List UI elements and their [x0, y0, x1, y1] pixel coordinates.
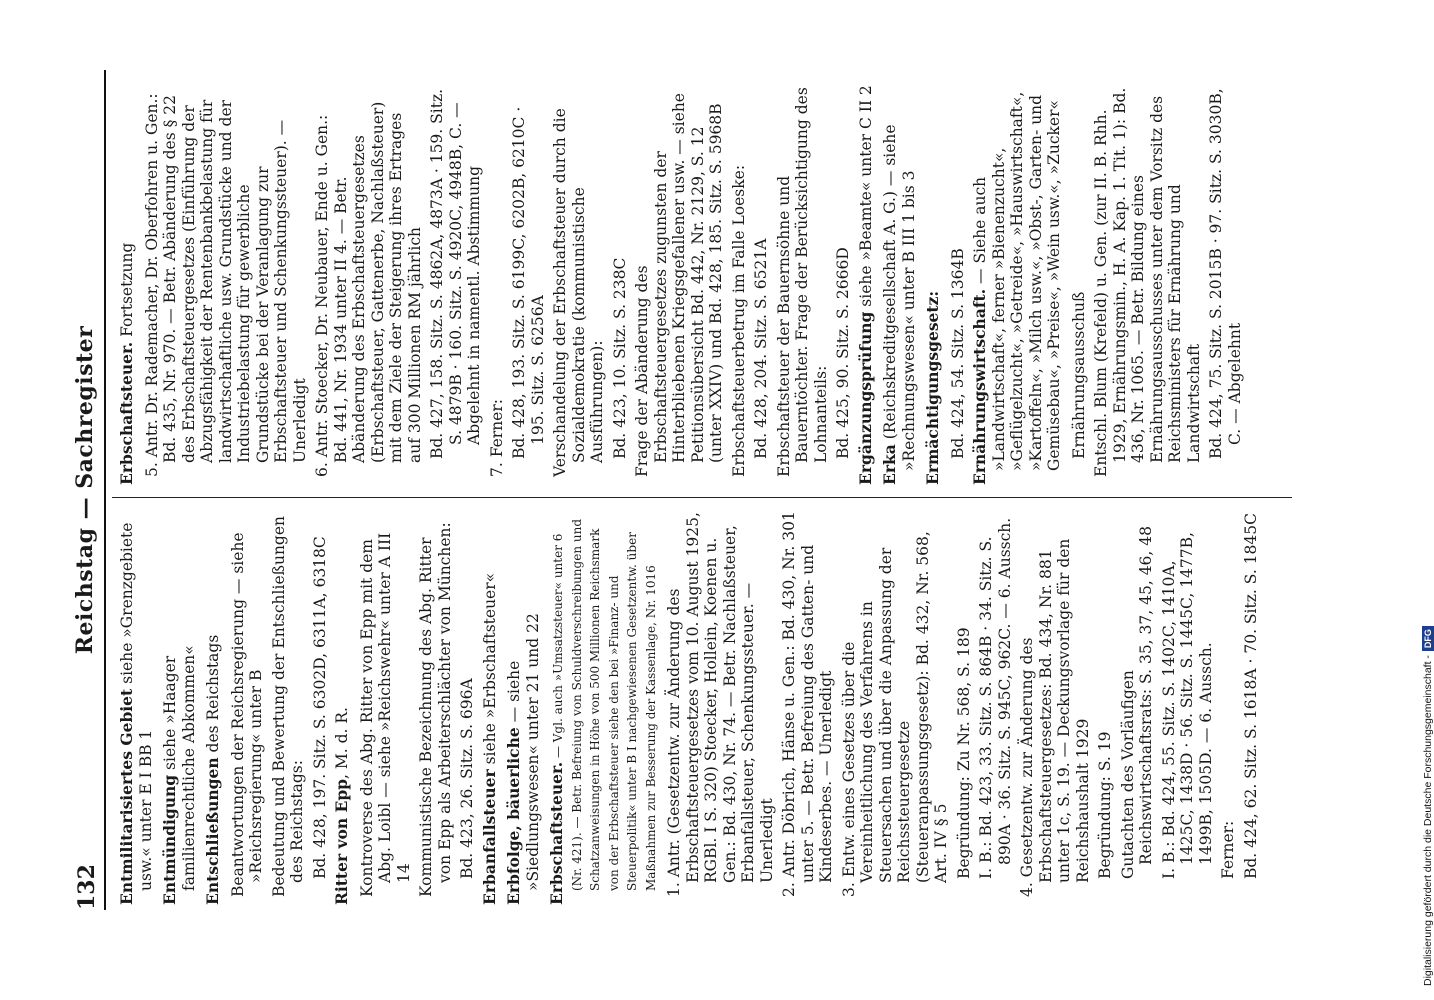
left-column	[118, 510, 1264, 905]
entry-text: siehe »Haager familienrechtliche Abkommen«	[161, 645, 198, 891]
entry-text: des Reichstags	[204, 634, 222, 758]
index-entry	[204, 510, 223, 905]
entry-headword: Entmilitarisiertes Gebiet	[117, 688, 136, 905]
index-entry	[333, 510, 352, 905]
entry-headword: Ermächtigungsgesetz:	[923, 290, 942, 485]
page-header	[70, 70, 106, 910]
entry-headword: Entmündigung	[160, 774, 179, 905]
index-subentry: Kommunistische Bezeichnung des Abg. Ritter von Epp als Arbeiterschlächter von München:	[417, 522, 454, 897]
index-subentry: Kontroverse des Abg. Ritter von Epp mit dem Abg. Loibl — siehe »Reichswehr« unter A III 14	[357, 532, 413, 897]
digitization-credit	[1406, 6, 1434, 996]
index-subentry: Bd. 428, 204. Sitz. S. 6521A	[752, 238, 770, 459]
entry-text: — Vgl. auch »Umsatzsteuer« unter 6 (Nr. 421). — Betr. Befreiung von Schuldverschreibungen und Schatzanweisungen in Höhe von 500 Millionen Reichsmark von der Erbschaftsteuer siehe den bei »Finanz- und Steuerpolitik« unter B I nachgewiesenen Gesetzentw. über Maßnahmen zur Besserung der Kassenlage, Nr. 1016	[551, 518, 658, 891]
index-subentry: Bd. 423, 26. Sitz. S. 696A	[458, 678, 476, 879]
index-subentry: Erbschaftsteuerbetrug im Falle Loeske:	[729, 164, 748, 477]
index-entry	[881, 85, 918, 485]
entry-text: , M. d. R.	[333, 707, 351, 779]
right-column	[118, 85, 1248, 485]
index-entry	[857, 85, 876, 485]
index-subentry: Gutachten des Vorläufigen Reichswirtschaftsrats: S. 35, 37, 45, 46, 48	[1118, 526, 1155, 879]
index-subentry: Begründung: Zu Nr. 568, S. 189	[954, 627, 973, 879]
index-subentry: Ferner:	[1219, 820, 1237, 879]
entry-text: (Reichskreditgesellschaft A. G.) — siehe »Rechnungswesen« unter B III 1 bis 3	[881, 124, 918, 471]
index-entry	[505, 510, 542, 905]
index-subentry: 5. Antr. Dr. Rademacher, Dr. Oberfohren u. Gen.: Bd. 435, Nr. 970. — Betr. Abänderung des § 22 des Erbschaftsteuergesetzes (Einführung der Abzugsfähigkeit der Rentenbankbelastung für landwirtschaftliche usw. Grundstücke und der Industriebelastung für gewerbliche Grundstücke bei der Veranlagung zur Erbschaftsteuer und Schenkungssteuer). — Unerledigt	[142, 93, 309, 477]
entry-headword: Erbschaftsteuer.	[547, 761, 566, 905]
index-entry	[118, 510, 155, 905]
index-subentry: Begründung: S. 19	[1096, 731, 1114, 879]
index-subentry: Bd. 424, 75. Sitz. S. 2015B · 97. Sitz. S. 3030B, C. — Abgelehnt	[1207, 88, 1244, 459]
index-subentry: Bd. 427, 158. Sitz. S. 4862A, 4873A · 159. Sitz. S. 4879B · 160. Sitz. S. 4920C, 4948B, C. — Abgelehnt in namentl. Abstimmung	[428, 88, 483, 459]
index-subentry: Bd. 428, 197. Sitz. S. 6302D, 6311A, 6318C	[310, 536, 329, 879]
entry-headword: Erbschaftsteuer.	[117, 341, 136, 485]
entry-headword: Ergänzungsprüfung	[855, 311, 875, 485]
index-subentry: Beantwortungen der Reichsregierung — siehe »Reichsregierung« unter B	[228, 532, 265, 897]
running-head: Reichstag — Sachregister	[72, 325, 98, 655]
index-entry	[481, 510, 500, 905]
index-entry	[548, 510, 659, 905]
index-subentry: 7. Ferner:	[487, 399, 506, 477]
entry-headword: Ritter von Epp	[332, 778, 351, 905]
index-subentry: Bedeutung und Bewertung der Entschließungen des Reichstags:	[269, 515, 306, 897]
index-subentry: Bd. 424, 62. Sitz. S. 1618A · 70. Sitz. S. 1845C	[1241, 513, 1260, 879]
index-subentry: 6. Antr. Stoecker, Dr. Neubauer, Ende u. Gen.: Bd. 441, Nr. 1934 unter II 4. — Betr. Abänderung des Erbschaftsteuergesetzes (Erbschaftsteuer, Gattenerbe, Nachlaßsteuer) mit dem Ziele der Steigerung ihres Ertrages auf 300 Millionen RM jährlich	[313, 101, 424, 477]
dfg-logo: DFG	[1422, 626, 1434, 651]
index-entry	[118, 85, 137, 485]
entry-headword: Erbanfallsteuer	[479, 769, 499, 905]
index-subentry: Verschandelung der Erbschaftsteuer durch die Sozialdemokratie (kommunistische Ausführungen):	[551, 108, 606, 477]
entry-text: siehe »Erbschaftsteuer«	[480, 572, 499, 770]
index-subentry: I. B.: Bd. 424, 55. Sitz. S. 1402C, 1410A, 1425C, 1438D · 56. Sitz. S. 1445C, 1477B, 1499B, 1505D. — 6. Aussch.	[1159, 532, 1215, 879]
entry-text: Fortsetzung	[118, 242, 136, 342]
index-subentry: Bd. 423, 10. Sitz. S. 238C	[610, 257, 629, 459]
index-subentry: Frage der Abänderung des Erbschaftsteuergesetzes zugunsten der Hinterbliebenen Kriegsgefallener usw. — siehe Petitionsübersicht Bd. 442, Nr. 2129, S. 12 (unter XXIV) und Bd. 428, 185. Sitz. S. 5968B	[633, 93, 725, 477]
index-subentry: Ernährungsausschuß	[1069, 291, 1088, 459]
entry-headword: Entschließungen	[203, 757, 222, 905]
credit-text: Digitalisierung gefördert durch die Deutsche Forschungsgemeinschaft -	[1422, 655, 1434, 986]
column-divider	[112, 497, 1292, 498]
index-subentry: 1. Antr. (Gesetzentw. zur Änderung des Erbschaftsteuergesetzes vom 10. August 1925, RGBl. I S. 320) Stoecker, Hollein, Koenen u. Gen.: Bd. 430, Nr. 74. — Betr. Nachlaßsteuer, Erbanfallsteuer, Schenkungssteuer. — Unerledigt	[665, 512, 776, 897]
index-subentry: Entschl. Blum (Krefeld) u. Gen. (zur II. B. Rhh. 1929, Ernährungsmin., H. A. Kap. 1. Tit. 1): Bd. 436, Nr. 1065. — Betr. Bildung eines Ernährungsausschusses unter dem Vorsitz des Reichsministers für Ernährung und Landwirtschaft	[1092, 87, 1203, 477]
index-entry	[924, 85, 943, 485]
entry-headword: Erka	[880, 444, 899, 485]
entry-text: siehe »Grenzgebiete usw.« unter E I BB 1	[118, 522, 155, 891]
entry-headword: Ernährungswirtschaft.	[970, 288, 989, 485]
index-subentry: Erbschaftsteuer der Bauernsöhne und Bauerntöchter. Frage der Berücksichtigung des Lohnanteils:	[774, 87, 830, 477]
index-subentry: Bd. 424, 54. Sitz. S. 1364B	[948, 248, 967, 459]
index-subentry: 4. Gesetzentw. zur Änderung des Erbschaftsteuergesetzes: Bd. 434, Nr. 881 unter 1c, S. 19. — Deckungsvorlage für den Reichshaushalt 1929	[1018, 538, 1092, 897]
index-subentry: Bd. 428, 193. Sitz. S. 6199C, 6202B, 6210C · 195. Sitz. S. 6256A	[510, 106, 547, 459]
index-subentry: I. B.: Bd. 423, 33. Sitz. S. 864B · 34. Sitz. S. 890A · 36. Sitz. S. 945C, 962C. — 6. Aussch.	[977, 517, 1014, 879]
index-entry	[161, 510, 198, 905]
entry-text: — siehe »Siedlungswesen« unter 21 und 22	[505, 613, 542, 891]
index-subentry: Bd. 425, 90. Sitz. S. 2666D	[834, 247, 852, 459]
index-subentry: 3. Entw. eines Gesetzes über die Vereinheitlichung des Verfahrens in Steuersachen und über die Anpassung der Reichssteuergesetze (Steueranpassungsgesetz): Bd. 432, Nr. 568, Art. IV § 5	[839, 531, 950, 897]
index-entry	[971, 85, 1064, 485]
page-number: 132	[74, 864, 100, 910]
entry-headword: Erbfolge, bäuerliche	[504, 727, 523, 905]
entry-text: siehe »Beamte« unter C II 2	[856, 85, 875, 312]
entry-text: — Siehe auch »Landwirtschaft«, ferner »Bienenzucht«, »Geflügelzucht«, »Getreide«, »Hauswirtschaft«, »Kartoffeln«, »Milch usw.«, »Obst-, Garten- und Gemüsebau«, »Preise«, »Wein usw.«, »Zucker«	[971, 91, 1063, 471]
index-subentry: 2. Antr. Döbrich, Hänse u. Gen.: Bd. 430, Nr. 301 unter 5. — Betr. Befreiung des Gatten- und Kindeserbes. — Unerledigt	[780, 511, 835, 897]
